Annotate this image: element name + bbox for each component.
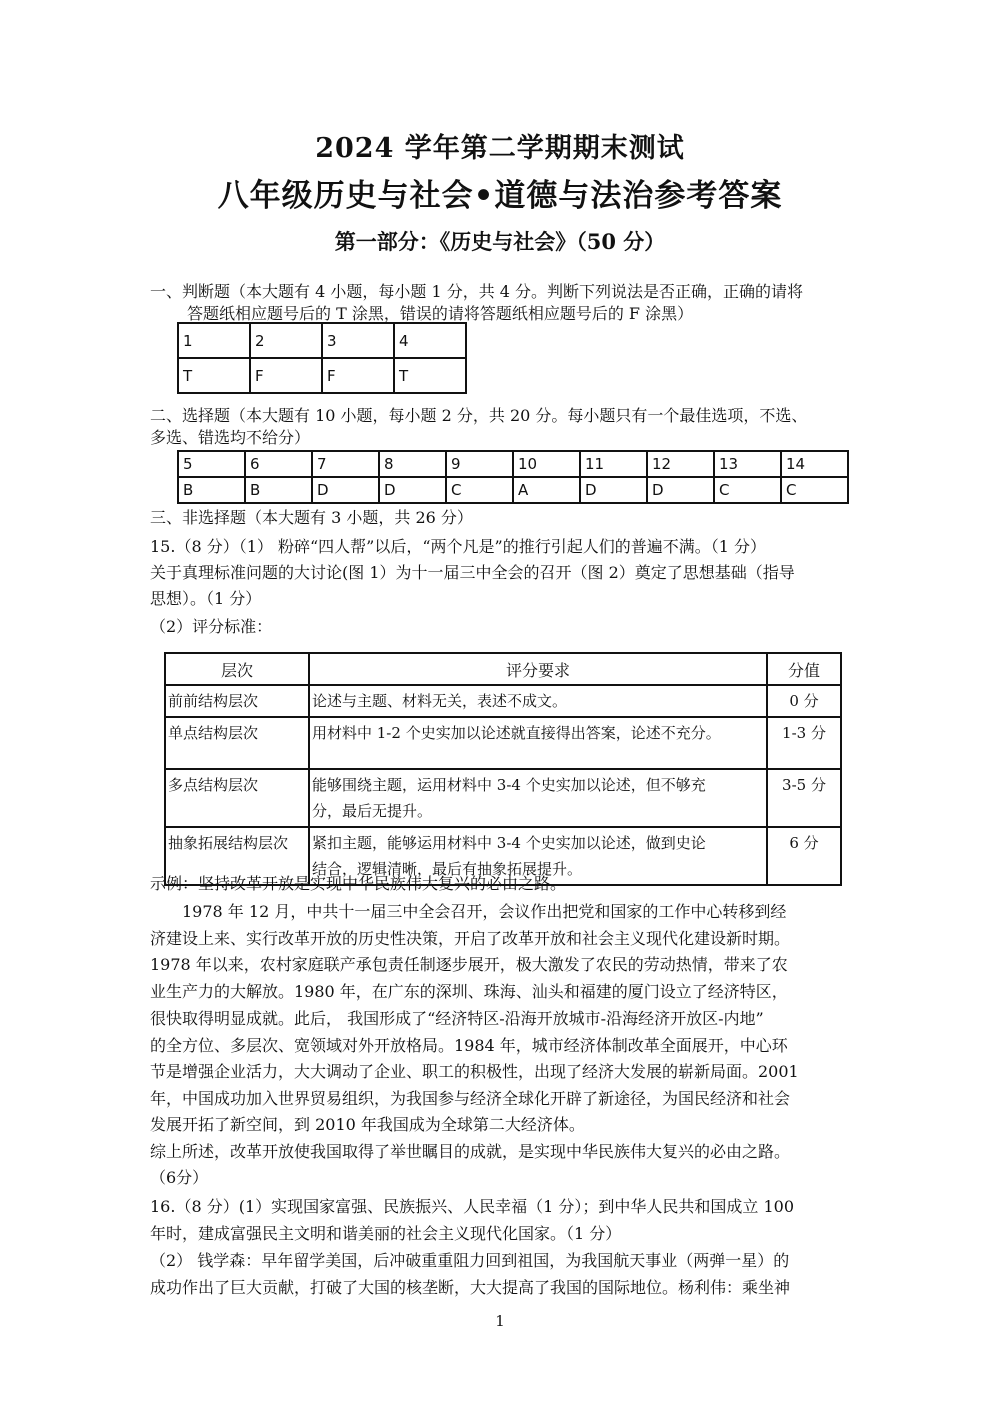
- tf-number-cell: 2: [250, 323, 322, 358]
- example-line: 年，中国成功加入世界贸易组织，为我国参与经济全球化开辟了新途径，为国民经济和社会: [150, 1089, 791, 1108]
- mc-answer-cell: C: [446, 477, 513, 503]
- q16-line: 成功作出了巨大贡献，打破了大国的核垄断，大大提高了我国的国际地位。杨利伟：乘坐神: [150, 1278, 791, 1297]
- q16-line: （2） 钱学森：早年留学美国，后冲破重重阻力回到祖国，为我国航天事业（两弹一星）的: [150, 1251, 790, 1270]
- page-number: 1: [495, 1312, 505, 1330]
- example-line: 1978 年 12 月，中共十一届三中全会召开，会议作出把党和国家的工作中心转移到经: [150, 902, 787, 921]
- multiple-choice-answer-table: [177, 450, 849, 504]
- tf-answer-cell: T: [394, 358, 466, 393]
- tf-number-cell: 3: [322, 323, 394, 358]
- rubric-requirement-text: 结合，逻辑清晰，最后有抽象拓展提升。: [312, 860, 583, 878]
- q15-line: 15.（8 分）（1） 粉碎“四人帮”以后，“两个凡是”的推行引起人们的普遍不满。（1 分）: [150, 537, 766, 556]
- mc-answer-cell: B: [245, 477, 312, 503]
- true-false-answer-table: [177, 322, 467, 394]
- rubric-header-level: 层次: [165, 653, 309, 685]
- q16-line: 16.（8 分）(1）实现国家富强、民族振兴、人民幸福（1 分）；到中华人民共和国成立 100: [150, 1197, 795, 1216]
- tf-number-cell: 4: [394, 323, 466, 358]
- example-line: 1978 年以来，农村家庭联产承包责任制逐步展开，极大激发了农民的劳动热情，带来了农: [150, 955, 788, 974]
- tf-number-cell: 1: [178, 323, 250, 358]
- exam-title: 2024 学年第二学期期末测试: [315, 133, 685, 164]
- mc-number-cell: 13: [714, 451, 781, 477]
- rubric-requirement: [309, 685, 767, 717]
- tf-answer-cell: F: [322, 358, 394, 393]
- example-line: （6分）: [150, 1168, 209, 1187]
- mc-number-cell: 5: [178, 451, 245, 477]
- tf-answer-cell: T: [178, 358, 250, 393]
- part-heading: 第一部分：《历史与社会》（50 分）: [334, 229, 666, 254]
- rubric-header-requirement: 评分要求: [309, 653, 767, 685]
- mc-answer-cell: A: [513, 477, 580, 503]
- mc-answer-cell: D: [647, 477, 714, 503]
- rubric-score: 6 分: [767, 827, 841, 885]
- section3-heading: 三、非选择题（本大题有 3 小题，共 26 分）: [150, 508, 473, 527]
- q15-line: 关于真理标准问题的大讨论(图 1）为十一届三中全会的召开（图 2）奠定了思想基础（指导: [150, 563, 795, 582]
- mc-number-cell: 6: [245, 451, 312, 477]
- rubric-requirement-text: 能够围绕主题，运用材料中 3-4 个史实加以论述，但不够充: [312, 776, 706, 794]
- rubric-score: 0 分: [767, 685, 841, 717]
- mc-number-cell: 8: [379, 451, 446, 477]
- example-line: 济建设上来、实行改革开放的历史性决策，开启了改革开放和社会主义现代化建设新时期。: [150, 929, 791, 948]
- section1-instruction-line2: 答题纸相应题号后的 T 涂黑，错误的请将答题纸相应题号后的 F 涂黑）: [187, 304, 694, 323]
- section1-instruction-line1: 一、判断题（本大题有 4 小题，每小题 1 分，共 4 分。判断下列说法是否正确，正确的请将: [150, 282, 804, 301]
- rubric-score: 3-5 分: [767, 769, 841, 827]
- rubric-level: 抽象拓展结构层次: [165, 827, 309, 885]
- rubric-score: 1-3 分: [767, 717, 841, 769]
- q15-line: （2）评分标准：: [150, 617, 273, 636]
- mc-answer-cell: B: [178, 477, 245, 503]
- example-line: 综上所述，改革开放使我国取得了举世瞩目的成就，是实现中华民族伟大复兴的必由之路。: [150, 1142, 791, 1161]
- mc-number-cell: 11: [580, 451, 647, 477]
- exam-subtitle: 八年级历史与社会•道德与法治参考答案: [217, 178, 783, 214]
- mc-answer-cell: D: [580, 477, 647, 503]
- example-line: 节是增强企业活力，大大调动了企业、职工的积极性，出现了经济大发展的崭新局面。2001: [150, 1062, 799, 1081]
- mc-answer-cell: C: [781, 477, 848, 503]
- mc-number-cell: 12: [647, 451, 714, 477]
- rubric-requirement-text: 紧扣主题，能够运用材料中 3-4 个史实加以论述，做到史论: [312, 834, 706, 852]
- example-line: 发展开拓了新空间，到 2010 年我国成为全球第二大经济体。: [150, 1115, 585, 1134]
- rubric-requirement-text: 分，最后无提升。: [312, 802, 433, 820]
- q15-line: 思想）。（1 分）: [150, 589, 262, 608]
- rubric-header-score: 分值: [767, 653, 841, 685]
- rubric-requirement-text: 论述与主题、材料无关，表述不成文。: [312, 692, 568, 710]
- mc-number-cell: 9: [446, 451, 513, 477]
- section2-instruction-line2: 多选、错选均不给分）: [150, 428, 311, 447]
- rubric-level: 前前结构层次: [165, 685, 309, 717]
- mc-answer-cell: D: [379, 477, 446, 503]
- rubric-requirement: [309, 769, 767, 827]
- example-line: 很快取得明显成就。此后， 我国形成了“经济特区-沿海开放城市-沿海经济开放区-内地”: [150, 1009, 764, 1028]
- rubric-level: 多点结构层次: [165, 769, 309, 827]
- rubric-requirement: [309, 717, 767, 769]
- mc-number-cell: 14: [781, 451, 848, 477]
- mc-number-cell: 10: [513, 451, 580, 477]
- rubric-level: 单点结构层次: [165, 717, 309, 769]
- mc-number-cell: 7: [312, 451, 379, 477]
- example-line: 业生产力的大解放。1980 年，在广东的深圳、珠海、汕头和福建的厦门设立了经济特区，: [150, 982, 788, 1001]
- rubric-requirement-text: 用材料中 1-2 个史实加以论述就直接得出答案，论述不充分。: [312, 724, 721, 742]
- mc-answer-cell: D: [312, 477, 379, 503]
- section2-instruction-line1: 二、选择题（本大题有 10 小题，每小题 2 分，共 20 分。每小题只有一个最佳选项，不选、: [150, 406, 808, 425]
- mc-answer-cell: C: [714, 477, 781, 503]
- example-line: 示例：坚持改革开放是实现中华民族伟大复兴的必由之路。: [150, 874, 567, 893]
- q16-line: 年时，建成富强民主文明和谐美丽的社会主义现代化国家。（1 分）: [150, 1224, 622, 1243]
- example-line: 的全方位、多层次、宽领域对外开放格局。1984 年，城市经济体制改革全面展开，中心环: [150, 1036, 788, 1055]
- scoring-rubric-table: [164, 652, 842, 886]
- tf-answer-cell: F: [250, 358, 322, 393]
